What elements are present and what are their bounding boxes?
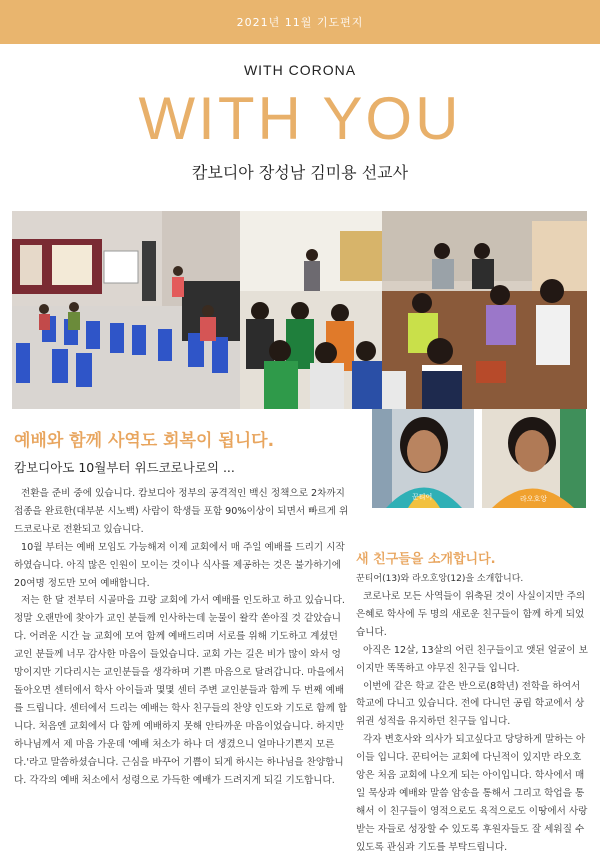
photo-portrait-laohoang — [482, 409, 586, 508]
date-label: 2021년 11월 기도편지 — [236, 16, 364, 29]
side-paragraph: 아직은 12살, 13살의 어린 친구들이고 앳된 얼굴이 보이지만 똑똑하고 야무진 친구들 입니다. — [356, 644, 588, 674]
side-paragraph: 각자 변호사와 의사가 되고싶다고 당당하게 말하는 아이들 입니다. 꾼티어는 교회에 다닌적이 있지만 라오호앙은 처음 교회에 나오게 되는 아이입니다. 학사에서 매일 묵상과 예배와 말씀 암송을 통해서 그리고 학업을 통해서 이 친구들이 영적으로도 육적으로도 이땅에서 사랑받는 자들로 성장할 수 있도록 후원자들도 잘 세워질 수 있도록 관심과 기도를 부탁드립니다. — [356, 734, 588, 851]
main-article-title: 예배와 함께 사역도 회복이 됩니다. — [14, 431, 275, 451]
header-bar — [0, 0, 600, 44]
side-paragraph: 이번에 같은 학교 같은 반으로(8학년) 전학을 하여서 학교에 다니고 있습니다. 전에 다니던 공립 학교에서 상위권 성적을 유지하던 친구들 입니다. — [356, 680, 585, 728]
masthead-kicker: WITH CORONA — [243, 62, 357, 78]
main-paragraph: 저는 한 달 전부터 시골마을 끄랑 교회에 가서 예배를 인도하고 하고 있습니다. 정말 오랜만에 찾아가 교인 분들께 인사하는데 눈물이 왈칵 쏟아질 것 같았습니다. 어려운 시간 늘 교회에 모여 함께 예배드리며 서로를 위해 기도하고 계셨던 교인 분들께 너무 감사한 마음이 들었습니다. 교회 가는 길은 비가 많이 와서 엉망이지만 기다리시는 교인분들을 생각하며 기쁜 마음으로 달려갑니다. 마을에서 돌아오면 센터에서 학사 아이들과 몇몇 센터 주변 교인분들과 함께 두 번째 예배를 드립니다. 센터에서 드리는 예배는 학사 친구들의 찬양 인도와 기도로 함께 합니다. 처음엔 교회에서 다 함께 예배하지 못해 안타까운 마음이었습니다. 하지만 하나님께서 제 마음 가운데 '예배 처소가 하나 더 생겼으니 얼마나기쁜지 모른다.'라고 말씀하셨습니다. 근심을 바꾸어 기쁨이 되게 하시는 하나님을 찬양합니다. 각각의 예배 처소에서 성령으로 가득한 예배가 드려지게 되길 기도합니다. — [14, 595, 348, 786]
main-article-lead: 캄보디아도 10월부터 위드코로나로의 ... — [14, 460, 235, 475]
main-article-body — [14, 485, 350, 789]
side-paragraph: 코로나로 모든 사역들이 위축된 것이 사실이지만 주의 은혜로 학사에 두 명의 새로운 친구들이 함께 하게 되었습니다. — [356, 591, 586, 638]
main-paragraph: 전환을 준비 중에 있습니다. 캄보디아 정부의 공격적인 백신 정책으로 2차까지 접종을 완료한(대부분 시노백) 사람이 학생들 포함 90%이상이 되면서 빠르게 위드코로나로 전환되고 있습니다. — [14, 488, 349, 535]
photo-students-studying — [382, 211, 587, 409]
portrait-caption-left: 꾼티어 — [412, 493, 433, 501]
main-paragraph: 10월 부터는 예배 모임도 가능해져 이제 교회에서 매 주일 예배를 드리기 시작하였습니다. 아직 많은 인원이 모이는 것이나 식사를 제공하는 것은 불가하기에 20여명 정도만 모여 예배합니다. — [14, 541, 345, 589]
masthead-title: WITH YOU — [138, 85, 462, 152]
side-article-title: 새 친구들을 소개합니다. — [356, 552, 496, 567]
masthead-byline: 캄보디아 장성남 김미용 선교사 — [191, 163, 409, 182]
portrait-caption-right: 라오호앙 — [520, 495, 548, 503]
photo-portrait-kuntia — [372, 409, 474, 508]
photo-worship-room — [12, 211, 240, 409]
photo-children-seated — [240, 211, 382, 409]
side-article-body — [356, 588, 588, 851]
side-article-subtitle: 꾼티어(13)와 라오호앙(12)을 소개합니다. — [356, 574, 524, 584]
